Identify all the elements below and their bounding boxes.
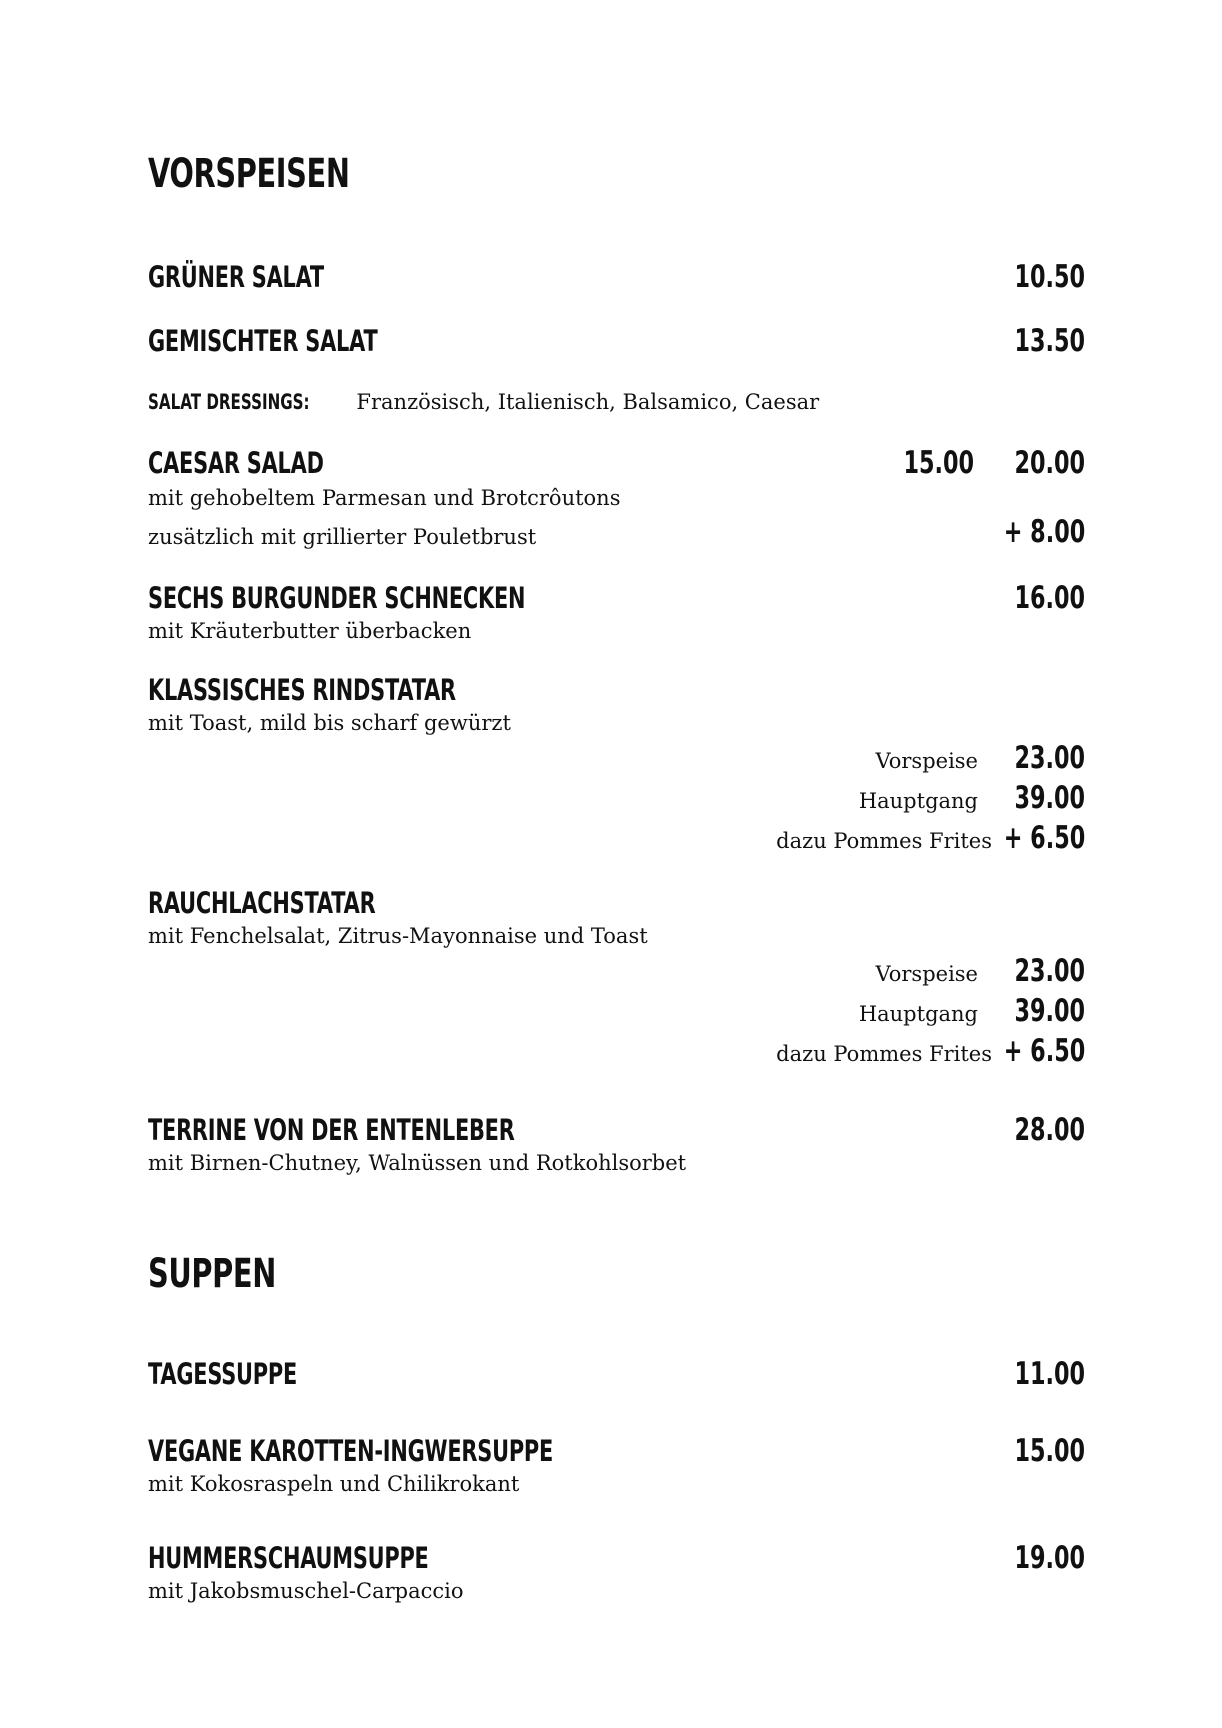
section-heading-suppen: SUPPEN bbox=[148, 1251, 276, 1297]
item-name-karotten-ingwersuppe: VEGANE KAROTTEN-INGWERSUPPE bbox=[148, 1434, 554, 1468]
option-price-rindstatar-vorspeise: 23.00 bbox=[1014, 740, 1085, 776]
item-price-caesar-large: 20.00 bbox=[1014, 445, 1085, 481]
item-name-hummerschaumsuppe: HUMMERSCHAUMSUPPE bbox=[148, 1541, 429, 1575]
option-label-rindstatar-pommes: dazu Pommes Frites bbox=[776, 829, 992, 853]
option-price-rauchlachstatar-vorspeise: 23.00 bbox=[1014, 953, 1085, 989]
option-label-rauchlachstatar-vorspeise: Vorspeise bbox=[875, 962, 978, 986]
option-label-rindstatar-vorspeise: Vorspeise bbox=[875, 749, 978, 773]
option-price-rindstatar-hauptgang: 39.00 bbox=[1014, 780, 1085, 816]
item-name-rauchlachstatar: RAUCHLACHSTATAR bbox=[148, 886, 376, 920]
item-price-tagessuppe: 11.00 bbox=[1014, 1356, 1085, 1392]
item-description-hummerschaumsuppe: mit Jakobsmuschel-Carpaccio bbox=[148, 1579, 464, 1603]
item-name-tagessuppe: TAGESSUPPE bbox=[148, 1357, 297, 1391]
option-price-rauchlachstatar-pommes: + 6.50 bbox=[1003, 1033, 1085, 1069]
option-label-rindstatar-hauptgang: Hauptgang bbox=[858, 789, 978, 813]
dressings-label: SALAT DRESSINGS: bbox=[148, 390, 310, 414]
item-price-gemischter-salat: 13.50 bbox=[1014, 323, 1085, 359]
item-description-schnecken: mit Kräuterbutter überbacken bbox=[148, 619, 472, 643]
section-heading-vorspeisen: VORSPEISEN bbox=[148, 151, 350, 197]
item-price-schnecken: 16.00 bbox=[1014, 580, 1085, 616]
item-description-rindstatar: mit Toast, mild bis scharf gewürzt bbox=[148, 711, 511, 735]
option-price-rindstatar-pommes: + 6.50 bbox=[1003, 820, 1085, 856]
item-price-caesar-small: 15.00 bbox=[903, 445, 974, 481]
item-description-rauchlachstatar: mit Fenchelsalat, Zitrus-Mayonnaise und Toast bbox=[148, 924, 648, 948]
item-extra-caesar-salad: zusätzlich mit grillierter Pouletbrust bbox=[148, 525, 537, 549]
salad-dressings-line bbox=[148, 392, 819, 413]
item-price-gruener-salat: 10.50 bbox=[1014, 259, 1085, 295]
option-price-rauchlachstatar-hauptgang: 39.00 bbox=[1014, 993, 1085, 1029]
item-name-caesar-salad: CAESAR SALAD bbox=[148, 446, 324, 480]
item-name-gemischter-salat: GEMISCHTER SALAT bbox=[148, 324, 378, 358]
item-price-karotten-ingwersuppe: 15.00 bbox=[1014, 1433, 1085, 1469]
item-name-schnecken: SECHS BURGUNDER SCHNECKEN bbox=[148, 581, 526, 615]
option-label-rauchlachstatar-pommes: dazu Pommes Frites bbox=[776, 1042, 992, 1066]
item-name-gruener-salat: GRÜNER SALAT bbox=[148, 260, 324, 294]
item-price-terrine: 28.00 bbox=[1014, 1112, 1085, 1148]
item-description-karotten-ingwersuppe: mit Kokosraspeln und Chilikrokant bbox=[148, 1472, 520, 1496]
dressings-text: Französisch, Italienisch, Balsamico, Caesar bbox=[356, 390, 820, 414]
item-price-hummerschaumsuppe: 19.00 bbox=[1014, 1540, 1085, 1576]
item-name-terrine: TERRINE VON DER ENTENLEBER bbox=[148, 1113, 515, 1147]
option-label-rauchlachstatar-hauptgang: Hauptgang bbox=[858, 1002, 978, 1026]
item-extra-price-caesar-salad: + 8.00 bbox=[1003, 514, 1085, 550]
item-description-terrine: mit Birnen-Chutney, Walnüssen und Rotkohlsorbet bbox=[148, 1151, 687, 1175]
item-description-caesar-salad: mit gehobeltem Parmesan und Brotcrôutons bbox=[148, 486, 621, 510]
item-name-rindstatar: KLASSISCHES RINDSTATAR bbox=[148, 673, 456, 707]
